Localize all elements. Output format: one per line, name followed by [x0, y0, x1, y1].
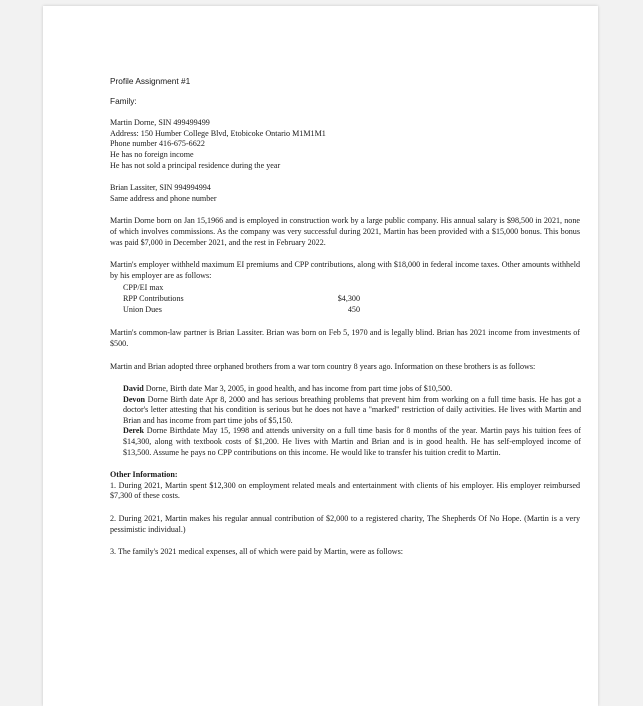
- devon-name: Devon: [123, 394, 146, 404]
- david-details: Dorne, Birth date Mar 3, 2005, in good health, and has income from part time jobs of $10,500.: [143, 384, 453, 394]
- withheld-table: [110, 283, 580, 316]
- withheld-label-rpp: RPP Contributions: [123, 294, 184, 304]
- martin-income-note: He has no foreign income: [110, 149, 194, 159]
- martin-address: Address: 150 Humber College Blvd, Etobicoke Ontario M1M1M1: [110, 128, 326, 138]
- derek-details: Dorne Birthdate May 15, 1998 and attends university on a full time basis for 8 months of the year. Martin pays his tuition fees of $14,300, along with textbook costs of $1,200. He lives with Martin and Brian and is in good health. He has self-employed income of $13,500. Assume he pays no CPP contributions on this income. He would like to transfer his tuition credit to Martin.: [123, 426, 581, 457]
- other-item-2: 2. During 2021, Martin makes his regular annual contribution of $2,000 to a registered charity, The Shepherds Of No Hope. (Martin is a very pessimistic individual.): [110, 514, 580, 534]
- withheld-label-cpp: CPP/EI max: [123, 283, 164, 293]
- martin-name-sin: Martin Dorne, SIN 499499499: [110, 118, 210, 128]
- withheld-value-rpp: $4,300: [337, 294, 360, 304]
- document-page: [43, 6, 598, 706]
- employment-paragraph: Martin Dorne born on Jan 15,1966 and is employed in construction work by a large public company. His annual salary is $98,500 in 2021, none of which involves commissions. As the company was very successful during 2021, Martin has been provided with a $15,000 bonus. This bonus was paid $7,000 in December 2021, and the rest in February 2022.: [110, 216, 580, 247]
- withheld-label-union: Union Dues: [123, 305, 162, 315]
- adopted-paragraph: Martin and Brian adopted three orphaned brothers from a war torn country 8 years ago. Information on these brothers is as follows:: [110, 361, 536, 371]
- martin-phone: Phone number 416-675-6622: [110, 139, 205, 149]
- brian-name-sin: Brian Lassiter, SIN 994994994: [110, 183, 211, 193]
- family-heading: Family:: [110, 95, 137, 106]
- other-info-heading: Other Information:: [110, 470, 178, 480]
- withheld-value-union: 450: [347, 305, 360, 315]
- brother-david: [123, 384, 581, 395]
- martin-residence-note: He has not sold a principal residence during the year: [110, 160, 281, 170]
- brothers-block: [123, 384, 581, 458]
- derek-name: Derek: [123, 426, 144, 436]
- brother-devon: [123, 395, 581, 427]
- withheld-paragraph: Martin's employer withheld maximum EI premiums and CPP contributions, along with $18,000 in federal income taxes. Other amounts withheld by his employer are as follows:: [110, 260, 580, 280]
- document-content: [110, 76, 580, 558]
- assignment-title: Profile Assignment #1: [110, 76, 191, 86]
- partner-paragraph: Martin's common-law partner is Brian Lassiter. Brian was born on Feb 5, 1970 and is legally blind. Brian has 2021 income from investments of $500.: [110, 328, 580, 348]
- brother-derek: [123, 426, 581, 458]
- devon-details: Dorne Birth date Apr 8, 2000 and has serious breathing problems that prevent him from working on a full time basis. He has got a doctor's letter attesting that his condition is serious but he does not have a "marked" restriction of daily activities. He lives with Martin and Brian and has income from part time jobs of $5,150.: [123, 394, 581, 425]
- brian-same-note: Same address and phone number: [110, 193, 217, 203]
- other-item-3: 3. The family's 2021 medical expenses, all of which were paid by Martin, were as follows:: [110, 547, 404, 557]
- other-item-1: 1. During 2021, Martin spent $12,300 on employment related meals and entertainment with clients of his employer. His employer reimbursed $7,300 of these costs.: [110, 480, 580, 501]
- david-name: David: [123, 384, 144, 394]
